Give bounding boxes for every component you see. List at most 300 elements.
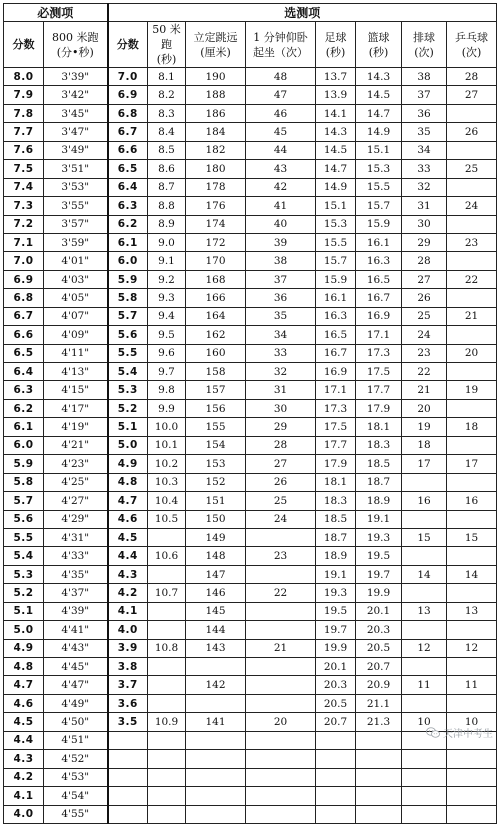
- run800-cell: 4'37": [44, 584, 108, 602]
- situps-header: 1 分钟仰卧 起坐（次）: [246, 22, 316, 68]
- situps-cell: 41: [246, 197, 316, 215]
- table-row: [4, 418, 497, 436]
- score-cell: 7.5: [4, 160, 44, 178]
- run50-cell: 9.6: [148, 344, 186, 362]
- run800-cell: 4'15": [44, 381, 108, 399]
- long-jump-cell: 176: [186, 197, 246, 215]
- run800-cell: 4'50": [44, 713, 108, 731]
- score-cell: 4.2: [4, 768, 44, 786]
- score-cell: 5.1: [4, 602, 44, 620]
- basketball-cell: 19.5: [356, 547, 402, 565]
- long-jump-cell: 154: [186, 436, 246, 454]
- run50-cell: 10.1: [148, 436, 186, 454]
- table-row: [4, 307, 497, 325]
- pingpong-cell: 13: [447, 602, 497, 620]
- run800-cell: 4'47": [44, 676, 108, 694]
- situps-cell: 31: [246, 381, 316, 399]
- score2-cell: 3.9: [108, 639, 148, 657]
- long-jump-cell: 157: [186, 381, 246, 399]
- score-cell: 6.5: [4, 344, 44, 362]
- situps-cell: [246, 528, 316, 546]
- basketball-cell: 16.3: [356, 252, 402, 270]
- basketball-cell: 16.5: [356, 270, 402, 288]
- situps-cell: [246, 676, 316, 694]
- run50-cell: 9.4: [148, 307, 186, 325]
- score-cell: 5.2: [4, 584, 44, 602]
- table-row: [4, 713, 497, 731]
- volleyball-cell: 21: [402, 381, 447, 399]
- group-header-row: [4, 4, 497, 22]
- run800-cell: 4'23": [44, 455, 108, 473]
- situps-cell: [246, 787, 316, 805]
- football-cell: 16.9: [316, 363, 356, 381]
- pe-score-table: [3, 3, 497, 824]
- situps-cell: 42: [246, 178, 316, 196]
- pingpong-cell: 17: [447, 455, 497, 473]
- score2-cell: [108, 768, 148, 786]
- basketball-cell: 20.5: [356, 639, 402, 657]
- run50-cell: [148, 787, 186, 805]
- score-cell: 7.1: [4, 233, 44, 251]
- situps-cell: 20: [246, 713, 316, 731]
- run50-cell: 9.0: [148, 233, 186, 251]
- basketball-cell: 15.7: [356, 197, 402, 215]
- long-jump-cell: [186, 787, 246, 805]
- long-jump-cell: 174: [186, 215, 246, 233]
- run50-header: 50 米 跑 (秒): [148, 22, 186, 68]
- pingpong-cell: 23: [447, 233, 497, 251]
- score2-cell: [108, 731, 148, 749]
- volleyball-cell: 31: [402, 197, 447, 215]
- score2-cell: 3.5: [108, 713, 148, 731]
- run800-cell: 3'57": [44, 215, 108, 233]
- run50-cell: 9.5: [148, 326, 186, 344]
- run50-cell: 9.3: [148, 289, 186, 307]
- run800-cell: 4'19": [44, 418, 108, 436]
- long-jump-cell: 150: [186, 510, 246, 528]
- football-cell: 20.5: [316, 694, 356, 712]
- run800-cell: 4'05": [44, 289, 108, 307]
- watermark: [426, 725, 493, 740]
- run50-cell: 8.7: [148, 178, 186, 196]
- volleyball-cell: 22: [402, 363, 447, 381]
- run50-cell: 9.8: [148, 381, 186, 399]
- pingpong-cell: 27: [447, 86, 497, 104]
- football-cell: [316, 731, 356, 749]
- table-row: [4, 289, 497, 307]
- pingpong-cell: 26: [447, 123, 497, 141]
- score2-cell: 6.2: [108, 215, 148, 233]
- score-cell: 6.6: [4, 326, 44, 344]
- score-cell: 7.2: [4, 215, 44, 233]
- long-jump-cell: 153: [186, 455, 246, 473]
- football-cell: 20.3: [316, 676, 356, 694]
- basketball-cell: 15.1: [356, 141, 402, 159]
- table-row: [4, 233, 497, 251]
- score2-cell: 6.3: [108, 197, 148, 215]
- score-cell: 4.5: [4, 713, 44, 731]
- table-row: [4, 455, 497, 473]
- pingpong-cell: 11: [447, 676, 497, 694]
- run800-cell: 4'03": [44, 270, 108, 288]
- volleyball-cell: 37: [402, 86, 447, 104]
- pingpong-cell: [447, 289, 497, 307]
- score-cell: 6.7: [4, 307, 44, 325]
- score-header: 分数: [4, 22, 44, 68]
- table-row: [4, 621, 497, 639]
- score-cell: 4.6: [4, 694, 44, 712]
- long-jump-cell: [186, 805, 246, 823]
- volleyball-cell: [402, 787, 447, 805]
- football-cell: 14.1: [316, 104, 356, 122]
- table-row: [4, 363, 497, 381]
- score-cell: 4.8: [4, 658, 44, 676]
- pingpong-cell: 24: [447, 197, 497, 215]
- situps-cell: 22: [246, 584, 316, 602]
- football-cell: 18.1: [316, 473, 356, 491]
- basketball-cell: 18.3: [356, 436, 402, 454]
- table-row: [4, 197, 497, 215]
- run800-cell: 4'27": [44, 492, 108, 510]
- run800-cell: 4'41": [44, 621, 108, 639]
- run800-cell: 3'59": [44, 233, 108, 251]
- table-row: [4, 436, 497, 454]
- volleyball-cell: [402, 694, 447, 712]
- score2-cell: 6.9: [108, 86, 148, 104]
- pingpong-cell: [447, 363, 497, 381]
- volleyball-cell: [402, 621, 447, 639]
- score-cell: 5.5: [4, 528, 44, 546]
- long-jump-cell: 146: [186, 584, 246, 602]
- column-header-row: [4, 22, 497, 68]
- volleyball-cell: 18: [402, 436, 447, 454]
- long-jump-cell: 152: [186, 473, 246, 491]
- run50-cell: 8.6: [148, 160, 186, 178]
- basketball-cell: 17.5: [356, 363, 402, 381]
- score2-cell: 6.1: [108, 233, 148, 251]
- table-row: [4, 123, 497, 141]
- football-cell: 17.7: [316, 436, 356, 454]
- volleyball-cell: 33: [402, 160, 447, 178]
- situps-cell: 44: [246, 141, 316, 159]
- score2-cell: 5.3: [108, 381, 148, 399]
- table-row: [4, 160, 497, 178]
- pingpong-cell: [447, 215, 497, 233]
- situps-cell: 48: [246, 68, 316, 86]
- situps-cell: 36: [246, 289, 316, 307]
- score2-cell: 6.7: [108, 123, 148, 141]
- basketball-cell: 20.3: [356, 621, 402, 639]
- score-cell: 7.4: [4, 178, 44, 196]
- volleyball-cell: 20: [402, 399, 447, 417]
- volleyball-cell: 26: [402, 289, 447, 307]
- pingpong-cell: 20: [447, 344, 497, 362]
- score-cell: 5.9: [4, 455, 44, 473]
- score2-cell: 4.7: [108, 492, 148, 510]
- pingpong-cell: 21: [447, 307, 497, 325]
- long-jump-cell: 186: [186, 104, 246, 122]
- pingpong-cell: [447, 326, 497, 344]
- long-jump-cell: 155: [186, 418, 246, 436]
- run50-cell: [148, 658, 186, 676]
- run800-cell: 4'29": [44, 510, 108, 528]
- basketball-cell: 16.1: [356, 233, 402, 251]
- run50-cell: [148, 676, 186, 694]
- long-jump-cell: 182: [186, 141, 246, 159]
- score2-cell: 3.7: [108, 676, 148, 694]
- long-jump-cell: 180: [186, 160, 246, 178]
- basketball-cell: 16.9: [356, 307, 402, 325]
- long-jump-cell: 142: [186, 676, 246, 694]
- score-cell: 6.2: [4, 399, 44, 417]
- volleyball-cell: 19: [402, 418, 447, 436]
- football-cell: 13.7: [316, 68, 356, 86]
- long-jump-cell: 156: [186, 399, 246, 417]
- long-jump-cell: [186, 658, 246, 676]
- score2-cell: 4.3: [108, 565, 148, 583]
- long-jump-cell: [186, 694, 246, 712]
- score-cell: 7.9: [4, 86, 44, 104]
- football-cell: [316, 787, 356, 805]
- volleyball-cell: 11: [402, 676, 447, 694]
- pingpong-cell: [447, 658, 497, 676]
- score-cell: 5.4: [4, 547, 44, 565]
- score2-cell: 4.8: [108, 473, 148, 491]
- run800-cell: 4'49": [44, 694, 108, 712]
- score2-cell: [108, 750, 148, 768]
- table-row: [4, 639, 497, 657]
- long-jump-header: 立定跳远 (厘米): [186, 22, 246, 68]
- score2-cell: 4.9: [108, 455, 148, 473]
- volleyball-cell: 36: [402, 104, 447, 122]
- situps-cell: 35: [246, 307, 316, 325]
- volleyball-cell: 24: [402, 326, 447, 344]
- long-jump-cell: 190: [186, 68, 246, 86]
- run50-cell: 10.5: [148, 510, 186, 528]
- volleyball-cell: [402, 584, 447, 602]
- football-cell: 18.3: [316, 492, 356, 510]
- score-cell: 6.3: [4, 381, 44, 399]
- score2-cell: 7.0: [108, 68, 148, 86]
- pingpong-cell: [447, 104, 497, 122]
- table-row: [4, 178, 497, 196]
- situps-cell: 32: [246, 363, 316, 381]
- run50-cell: [148, 621, 186, 639]
- situps-cell: [246, 731, 316, 749]
- score2-cell: 5.2: [108, 399, 148, 417]
- long-jump-cell: 184: [186, 123, 246, 141]
- pingpong-cell: [447, 178, 497, 196]
- football-cell: [316, 805, 356, 823]
- pingpong-cell: [447, 547, 497, 565]
- score2-cell: 6.6: [108, 141, 148, 159]
- run50-cell: [148, 750, 186, 768]
- long-jump-cell: 188: [186, 86, 246, 104]
- long-jump-cell: 147: [186, 565, 246, 583]
- run50-cell: 8.4: [148, 123, 186, 141]
- run800-cell: 3'39": [44, 68, 108, 86]
- table-row: [4, 676, 497, 694]
- table-row: [4, 787, 497, 805]
- pingpong-cell: [447, 399, 497, 417]
- score2-header: 分数: [108, 22, 148, 68]
- run800-cell: 4'21": [44, 436, 108, 454]
- pingpong-cell: [447, 473, 497, 491]
- table-row: [4, 104, 497, 122]
- table-row: [4, 381, 497, 399]
- situps-cell: 39: [246, 233, 316, 251]
- situps-cell: [246, 750, 316, 768]
- basketball-cell: 21.3: [356, 713, 402, 731]
- run50-cell: 8.8: [148, 197, 186, 215]
- score2-cell: 4.4: [108, 547, 148, 565]
- situps-cell: 33: [246, 344, 316, 362]
- run800-cell: 4'55": [44, 805, 108, 823]
- run800-cell: 3'45": [44, 104, 108, 122]
- situps-cell: 21: [246, 639, 316, 657]
- run50-cell: 10.8: [148, 639, 186, 657]
- basketball-cell: 18.7: [356, 473, 402, 491]
- table-row: [4, 399, 497, 417]
- run50-cell: [148, 602, 186, 620]
- score2-cell: 5.9: [108, 270, 148, 288]
- situps-cell: 29: [246, 418, 316, 436]
- score-cell: 5.0: [4, 621, 44, 639]
- volleyball-cell: 27: [402, 270, 447, 288]
- volleyball-cell: 14: [402, 565, 447, 583]
- situps-cell: 34: [246, 326, 316, 344]
- score2-cell: 6.8: [108, 104, 148, 122]
- basketball-cell: 14.5: [356, 86, 402, 104]
- run800-cell: 4'33": [44, 547, 108, 565]
- score-cell: 7.3: [4, 197, 44, 215]
- football-cell: 19.9: [316, 639, 356, 657]
- situps-cell: 47: [246, 86, 316, 104]
- basketball-cell: [356, 805, 402, 823]
- football-cell: [316, 750, 356, 768]
- long-jump-cell: 148: [186, 547, 246, 565]
- score-cell: 6.1: [4, 418, 44, 436]
- run800-cell: 4'01": [44, 252, 108, 270]
- basketball-cell: [356, 750, 402, 768]
- long-jump-cell: 170: [186, 252, 246, 270]
- long-jump-cell: 143: [186, 639, 246, 657]
- situps-cell: 37: [246, 270, 316, 288]
- volleyball-cell: 30: [402, 215, 447, 233]
- volleyball-cell: 10: [402, 713, 447, 731]
- run50-cell: 8.3: [148, 104, 186, 122]
- table-row: [4, 658, 497, 676]
- football-cell: 15.3: [316, 215, 356, 233]
- run50-cell: 10.9: [148, 713, 186, 731]
- score-cell: 4.4: [4, 731, 44, 749]
- volleyball-cell: [402, 805, 447, 823]
- pingpong-cell: 15: [447, 528, 497, 546]
- situps-cell: 25: [246, 492, 316, 510]
- situps-cell: 38: [246, 252, 316, 270]
- run800-cell: 4'45": [44, 658, 108, 676]
- volleyball-cell: 28: [402, 252, 447, 270]
- score-cell: 7.6: [4, 141, 44, 159]
- pingpong-cell: 14: [447, 565, 497, 583]
- run50-cell: 10.7: [148, 584, 186, 602]
- volleyball-cell: 23: [402, 344, 447, 362]
- long-jump-cell: 166: [186, 289, 246, 307]
- volleyball-cell: 13: [402, 602, 447, 620]
- table-row: [4, 731, 497, 749]
- long-jump-cell: 145: [186, 602, 246, 620]
- wechat-icon: [426, 727, 440, 738]
- football-cell: 19.7: [316, 621, 356, 639]
- score-cell: 5.7: [4, 492, 44, 510]
- score-cell: 4.9: [4, 639, 44, 657]
- situps-cell: 40: [246, 215, 316, 233]
- pingpong-cell: [447, 750, 497, 768]
- volleyball-cell: [402, 547, 447, 565]
- volleyball-cell: [402, 750, 447, 768]
- score-cell: 6.9: [4, 270, 44, 288]
- score-cell: 6.0: [4, 436, 44, 454]
- basketball-cell: 14.9: [356, 123, 402, 141]
- long-jump-cell: 168: [186, 270, 246, 288]
- run50-cell: 9.2: [148, 270, 186, 288]
- run50-cell: 9.1: [148, 252, 186, 270]
- table-row: [4, 68, 497, 86]
- table-row: [4, 602, 497, 620]
- score2-cell: 6.5: [108, 160, 148, 178]
- run800-cell: 4'53": [44, 768, 108, 786]
- run50-cell: 10.4: [148, 492, 186, 510]
- score2-cell: 3.6: [108, 694, 148, 712]
- long-jump-cell: [186, 768, 246, 786]
- pingpong-cell: 28: [447, 68, 497, 86]
- score2-cell: 5.8: [108, 289, 148, 307]
- score2-cell: [108, 787, 148, 805]
- football-cell: 14.5: [316, 141, 356, 159]
- run800-cell: 4'39": [44, 602, 108, 620]
- pingpong-cell: [447, 436, 497, 454]
- situps-cell: 43: [246, 160, 316, 178]
- table-row: [4, 86, 497, 104]
- pingpong-cell: [447, 694, 497, 712]
- run50-cell: 8.1: [148, 68, 186, 86]
- table-row: [4, 805, 497, 823]
- run800-cell: 3'49": [44, 141, 108, 159]
- football-cell: 18.7: [316, 528, 356, 546]
- score2-cell: 4.0: [108, 621, 148, 639]
- situps-cell: [246, 805, 316, 823]
- football-cell: 19.3: [316, 584, 356, 602]
- score-cell: 4.0: [4, 805, 44, 823]
- table-row: [4, 344, 497, 362]
- long-jump-cell: 160: [186, 344, 246, 362]
- long-jump-cell: 164: [186, 307, 246, 325]
- volleyball-cell: [402, 510, 447, 528]
- run800-cell: 4'25": [44, 473, 108, 491]
- basketball-header: 篮球 (秒): [356, 22, 402, 68]
- situps-cell: [246, 602, 316, 620]
- run800-cell: 4'07": [44, 307, 108, 325]
- table-row: [4, 510, 497, 528]
- football-cell: 17.3: [316, 399, 356, 417]
- pingpong-cell: [447, 768, 497, 786]
- score-table-body: [4, 68, 497, 824]
- score2-cell: 6.0: [108, 252, 148, 270]
- volleyball-cell: 35: [402, 123, 447, 141]
- run50-cell: [148, 528, 186, 546]
- football-cell: 19.1: [316, 565, 356, 583]
- run50-cell: [148, 731, 186, 749]
